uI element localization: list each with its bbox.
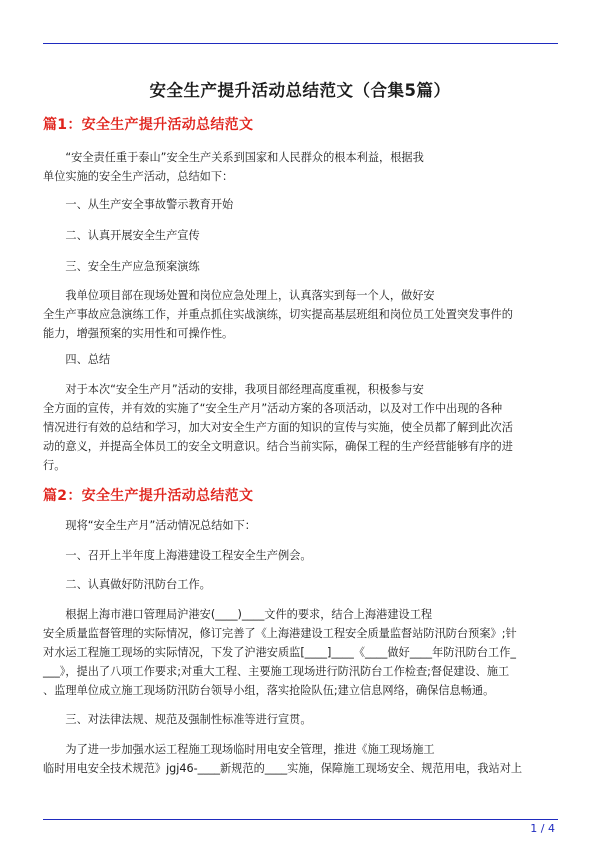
section-heading-2: 篇2：安全生产提升活动总结范文: [43, 488, 254, 504]
section-heading-1: 篇1：安全生产提升活动总结范文: [43, 117, 254, 133]
paragraph: 三、安全生产应急预案演练: [43, 260, 200, 273]
page-number: 1 / 4: [530, 822, 555, 835]
footer-rule: [43, 819, 558, 820]
paragraph: 对于本次“安全生产月”活动的安排，我项目部经理高度重视，积极参与安 全方面的宣传，并有效的实施了“安全生产月”活动方案的各项活动，以及对工作中出现的各种 情况进行有效的总结和学习，加大对安全生产方面的知识的宣传与实施，使全员都了解到此次活 动的意义，并提高全体员工的安全文明意识。结合当前实际，确保工程的生产经营能够有序的进 行。: [43, 383, 513, 472]
paragraph: 一、召开上半年度上海港建设工程安全生产例会。: [43, 549, 312, 562]
paragraph: 三、对法律法规、规范及强制性标准等进行宣贯。: [43, 713, 312, 726]
paragraph: 现将“安全生产月”活动情况总结如下：: [43, 519, 256, 532]
paragraph: 根据上海市港口管理局沪港安(____)____文件的要求，结合上海港建设工程 安全质量监督管理的实际情况，修订完善了《上海港建设工程安全质量监督站防汛防台预案》;针 对水运工程施工现场的实际情况，下发了沪港安质监[____]____《____做好____年防汛防台工作_ ___》，提出了八项工作要求;对重大工程、主要施工现场进行防汛防台工作检查;督促建设、施工 、监理单位成立施工现场防汛防台领导小组，落实抢险队伍;建立信息网络，确保信息畅通。: [43, 608, 517, 697]
paragraph: 二、认真做好防汛防台工作。: [43, 578, 211, 591]
paragraph: “安全责任重于泰山”安全生产关系到国家和人民群众的根本利益，根据我 单位实施的安全生产活动，总结如下：: [43, 151, 424, 183]
paragraph: 一、从生产安全事故警示教育开始: [43, 198, 234, 211]
document-title: 安全生产提升活动总结范文（合集5篇）: [149, 81, 451, 100]
paragraph: 我单位项目部在现场处置和岗位应急处理上，认真落实到每一个人，做好安 全生产事故应急演练工作，并重点抓住实战演练，切实提高基层班组和岗位员工处置突发事件的 能力，增强预案的实用性和可操作性。: [43, 289, 513, 340]
paragraph: 二、认真开展安全生产宣传: [43, 229, 200, 242]
paragraph: 四、总结: [43, 353, 111, 366]
header-rule: [43, 43, 558, 44]
paragraph: 为了进一步加强水运工程施工现场临时用电安全管理，推进《施工现场施工 临时用电安全技术规范》jgj46-____新规范的____实施，保障施工现场安全、规范用电，我站对上: [43, 743, 523, 775]
